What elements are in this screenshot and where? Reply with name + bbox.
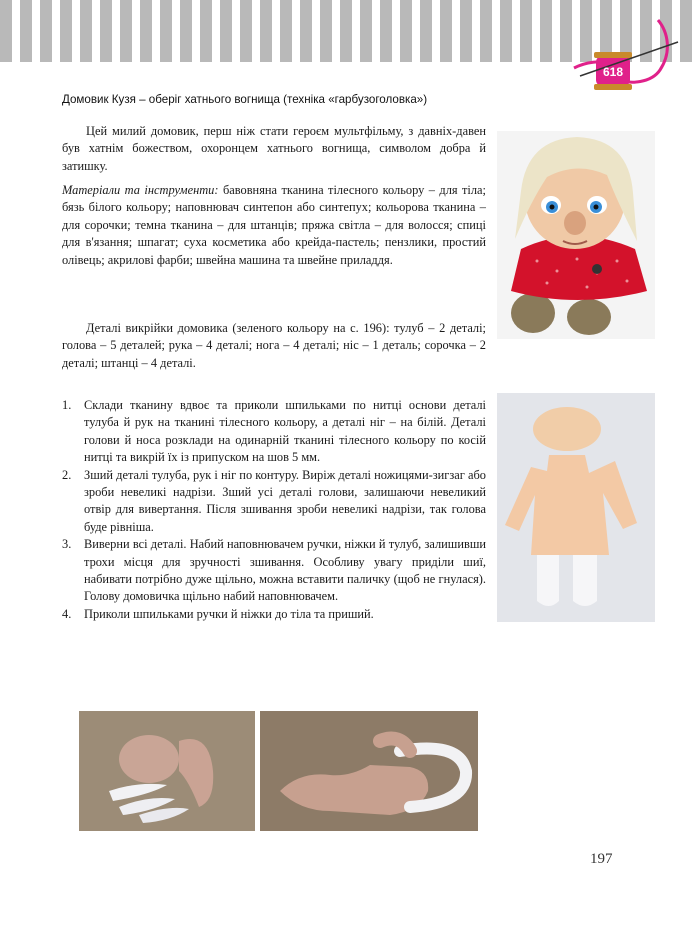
list-item [62, 467, 486, 537]
materials-paragraph [62, 182, 486, 269]
pattern-parts-paragraph: Деталі викрійки домовика (зеленого кольору на с. 196): тулуб – 2 деталі; голова – 5 деталей; рука – 4 деталі; нога – 4 деталі; ніс – 1 деталь; сорочка – 2 деталі; штанці – 4 деталі. [62, 321, 486, 370]
sewn-parts-photo [79, 711, 255, 831]
stuffed-body-photo [260, 711, 478, 831]
step-number: 4. [62, 606, 72, 621]
step-text: Склади тканину вдвоє та приколи шпильками по нитці основи деталі тулуба й рук на тканині тілесного кольору, а деталі ніг – на білій. Деталі голови й носа розклади на одинарній тканині тілесного кольору по косій нитці та викрій їх із припуском на шов 5 мм. [84, 398, 486, 465]
step-text: Виверни всі деталі. Набий наповнювачем ручки, ніжки й тулуб, залишивши трохи місця для зручності зшивання. Особливу увагу приділи шиї, набивати потрібно дуже щільно, можна вставити паличку (щоб не гнулася). Голову домовичка щільно набий наповнювачем. [84, 537, 486, 604]
logo-label: 618 [602, 65, 624, 79]
list-item [62, 606, 486, 623]
step-text: Приколи шпильками ручки й ніжки до тіла та приший. [84, 606, 374, 621]
intro-paragraph: Цей милий домовик, перш ніж стати героєм мультфільму, з давніх-давен був хатнім божеством, охоронцем хатнього вогнища, символом добра й затишку. [62, 124, 486, 173]
step-number: 1. [62, 398, 72, 412]
page-number: 197 [590, 851, 613, 867]
steps-list [62, 397, 486, 623]
doll-photo [497, 131, 655, 339]
sewing-spool-logo [560, 12, 690, 94]
step-number: 3. [62, 537, 72, 552]
section-title: Домовик Кузя – оберіг хатнього вогнища (техніка «гарбузоголовка») [62, 93, 428, 106]
pattern-pieces-photo [497, 393, 655, 622]
list-item [62, 397, 486, 467]
list-item [62, 536, 486, 606]
step-text: Зший деталі тулуба, рук і ніг по контуру. Виріж деталі ножицями-зигзаг або зроби невеликі надрізи. Зший усі деталі голови, залишаючи невеликий отвір для вивертання. Після зшивання зроби невеликі надрізи, так голова буде рівніша. [84, 467, 486, 534]
materials-text: бавовняна тканина тілесного кольору – для тіла; бязь білого кольору; наповнювач синтепон або синтепух; кольорова тканина – для сорочки; темна тканина – для штанців; пряжа світла – для волосся; спиці для в'язання; шпагат; суха косметика або крейда-пастель; пензлики, простий олівець; акрилові фарби; швейна машина та швейне приладдя. [62, 183, 487, 267]
step-number: 2. [62, 467, 72, 482]
materials-label: Матеріали та інструменти: [62, 183, 219, 197]
